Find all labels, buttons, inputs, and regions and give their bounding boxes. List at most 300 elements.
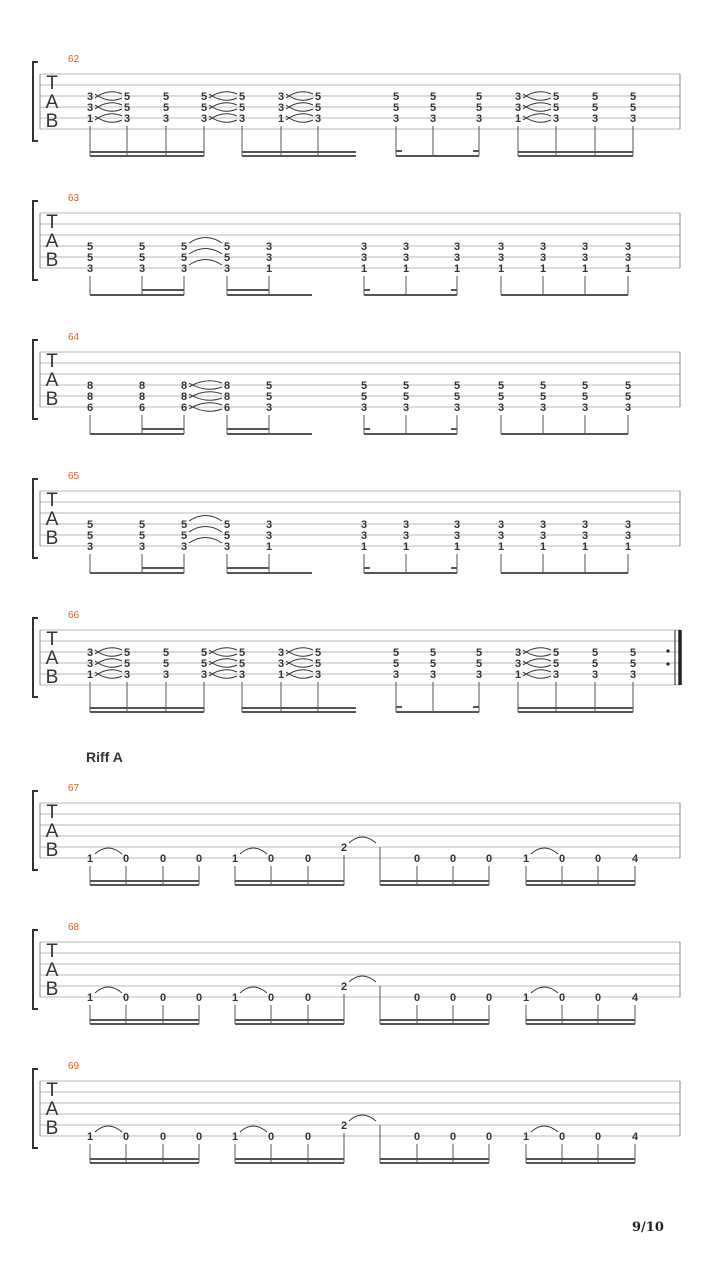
- fret-number: 5: [123, 647, 131, 659]
- system-bracket: [33, 62, 38, 141]
- fret-number: 5: [629, 647, 637, 659]
- fret-number: 3: [238, 113, 246, 125]
- system-bracket: [33, 479, 38, 558]
- tie-arc: [240, 1126, 267, 1132]
- fret-number: 0: [449, 1131, 457, 1143]
- fret-number: 4: [631, 853, 639, 865]
- staff-system-66: [33, 610, 680, 712]
- tie-arc: [349, 976, 376, 982]
- tie-arc: [95, 987, 122, 993]
- fret-number: 5: [314, 91, 322, 103]
- tab-clef-t: T: [46, 73, 58, 94]
- fret-number: 5: [223, 252, 231, 264]
- fret-number: 5: [123, 102, 131, 114]
- fret-number: 3: [180, 263, 188, 275]
- fret-number: 3: [277, 102, 285, 114]
- fret-number: 1: [453, 541, 461, 553]
- fret-number: 3: [392, 669, 400, 681]
- system-bracket: [33, 791, 38, 870]
- tab-clef-b: B: [45, 1118, 59, 1139]
- tie-arc: [349, 1115, 376, 1121]
- fret-number: 6: [86, 402, 94, 414]
- bar-number: 67: [68, 783, 80, 794]
- tie-arc: [189, 249, 222, 255]
- fret-number: 6: [138, 402, 146, 414]
- fret-number: 3: [223, 263, 231, 275]
- fret-number: 5: [138, 519, 146, 531]
- fret-number: 3: [86, 263, 94, 275]
- fret-number: 1: [231, 1131, 239, 1143]
- fret-number: 8: [223, 391, 231, 403]
- fret-number: 5: [86, 252, 94, 264]
- fret-number: 3: [138, 263, 146, 275]
- fret-number: 1: [522, 1131, 530, 1143]
- fret-number: 5: [238, 647, 246, 659]
- tab-clef-t: T: [46, 1080, 58, 1101]
- fret-number: 3: [402, 252, 410, 264]
- fret-number: 8: [180, 380, 188, 392]
- fret-number: 3: [360, 241, 368, 253]
- bar-number: 62: [68, 54, 80, 65]
- fret-number: 3: [539, 241, 547, 253]
- fret-number: 5: [180, 241, 188, 253]
- fret-number: 0: [195, 992, 203, 1004]
- fret-number: 6: [223, 402, 231, 414]
- fret-number: 3: [402, 530, 410, 542]
- fret-number: 3: [429, 113, 437, 125]
- tab-clef-b: B: [45, 389, 59, 410]
- bar-number: 69: [68, 1061, 80, 1072]
- fret-number: 1: [581, 263, 589, 275]
- fret-number: 0: [159, 992, 167, 1004]
- tab-clef-b: B: [45, 840, 59, 861]
- fret-number: 3: [200, 669, 208, 681]
- fret-number: 1: [86, 669, 94, 681]
- fret-number: 3: [552, 113, 560, 125]
- fret-number: 0: [413, 853, 421, 865]
- fret-number: 3: [624, 519, 632, 531]
- tab-clef-t: T: [46, 212, 58, 233]
- fret-number: 5: [624, 391, 632, 403]
- fret-number: 3: [392, 113, 400, 125]
- fret-number: 5: [581, 380, 589, 392]
- fret-number: 5: [429, 91, 437, 103]
- tie-arc: [240, 848, 267, 854]
- fret-number: 0: [267, 1131, 275, 1143]
- fret-number: 3: [514, 102, 522, 114]
- fret-number: 5: [429, 102, 437, 114]
- tab-clef-a: A: [45, 231, 59, 252]
- fret-number: 3: [591, 669, 599, 681]
- fret-number: 5: [475, 102, 483, 114]
- fret-number: 3: [514, 647, 522, 659]
- fret-number: 3: [277, 647, 285, 659]
- fret-number: 3: [265, 252, 273, 264]
- fret-number: 5: [138, 252, 146, 264]
- fret-number: 5: [539, 391, 547, 403]
- fret-number: 0: [195, 1131, 203, 1143]
- fret-number: 5: [591, 658, 599, 670]
- fret-number: 5: [539, 380, 547, 392]
- fret-number: 3: [200, 113, 208, 125]
- fret-number: 4: [631, 1131, 639, 1143]
- fret-number: 3: [123, 113, 131, 125]
- fret-number: 5: [200, 102, 208, 114]
- fret-number: 3: [402, 519, 410, 531]
- fret-number: 0: [594, 1131, 602, 1143]
- fret-number: 5: [180, 530, 188, 542]
- fret-number: 1: [277, 113, 285, 125]
- fret-number: 3: [86, 91, 94, 103]
- fret-number: 1: [86, 1131, 94, 1143]
- fret-number: 5: [591, 91, 599, 103]
- fret-number: 3: [539, 530, 547, 542]
- fret-number: 3: [497, 530, 505, 542]
- fret-number: 3: [453, 519, 461, 531]
- fret-number: 0: [159, 1131, 167, 1143]
- fret-number: 3: [162, 113, 170, 125]
- fret-number: 3: [86, 658, 94, 670]
- system-bracket: [33, 340, 38, 419]
- section-label: Riff A: [86, 749, 123, 765]
- fret-number: 5: [453, 391, 461, 403]
- fret-number: 3: [581, 241, 589, 253]
- bar-number: 68: [68, 922, 80, 933]
- fret-number: 0: [594, 992, 602, 1004]
- fret-number: 3: [265, 519, 273, 531]
- fret-number: 3: [86, 541, 94, 553]
- fret-number: 0: [485, 1131, 493, 1143]
- fret-number: 1: [231, 992, 239, 1004]
- fret-number: 5: [314, 647, 322, 659]
- fret-number: 1: [497, 541, 505, 553]
- tie-arc: [531, 1126, 558, 1132]
- fret-number: 3: [475, 113, 483, 125]
- fret-number: 5: [223, 241, 231, 253]
- fret-number: 5: [265, 391, 273, 403]
- tab-clef-a: A: [45, 1099, 59, 1120]
- fret-number: 5: [360, 391, 368, 403]
- fret-number: 8: [138, 391, 146, 403]
- tie-arc: [189, 538, 222, 544]
- fret-number: 3: [360, 519, 368, 531]
- fret-number: 0: [195, 853, 203, 865]
- bar-number: 64: [68, 332, 80, 343]
- fret-number: 5: [265, 380, 273, 392]
- fret-number: 5: [497, 391, 505, 403]
- fret-number: 5: [591, 647, 599, 659]
- fret-number: 2: [340, 842, 348, 854]
- staff-system-65: [33, 471, 680, 573]
- fret-number: 5: [497, 380, 505, 392]
- fret-number: 5: [162, 102, 170, 114]
- fret-number: 0: [304, 1131, 312, 1143]
- fret-number: 1: [360, 541, 368, 553]
- fret-number: 3: [624, 402, 632, 414]
- tie-arc: [95, 1126, 122, 1132]
- fret-number: 5: [200, 647, 208, 659]
- fret-number: 3: [162, 669, 170, 681]
- fret-number: 1: [265, 541, 273, 553]
- tab-clef-a: A: [45, 960, 59, 981]
- fret-number: 1: [624, 541, 632, 553]
- bar-number: 63: [68, 193, 80, 204]
- fret-number: 3: [277, 91, 285, 103]
- fret-number: 5: [123, 91, 131, 103]
- fret-number: 3: [539, 252, 547, 264]
- fret-number: 5: [552, 647, 560, 659]
- fret-number: 5: [123, 658, 131, 670]
- fret-number: 5: [392, 102, 400, 114]
- fret-number: 8: [86, 380, 94, 392]
- fret-number: 1: [402, 263, 410, 275]
- fret-number: 3: [86, 102, 94, 114]
- fret-number: 3: [591, 113, 599, 125]
- fret-number: 5: [392, 647, 400, 659]
- fret-number: 1: [360, 263, 368, 275]
- tab-clef-t: T: [46, 351, 58, 372]
- system-bracket: [33, 930, 38, 1009]
- fret-number: 1: [453, 263, 461, 275]
- tie-arc: [531, 848, 558, 854]
- staff-system-63: [33, 193, 680, 295]
- fret-number: 3: [265, 402, 273, 414]
- fret-number: 0: [304, 992, 312, 1004]
- tab-clef-t: T: [46, 941, 58, 962]
- staff-system-69: [33, 1061, 680, 1163]
- fret-number: 5: [238, 91, 246, 103]
- fret-number: 3: [453, 252, 461, 264]
- fret-number: 1: [624, 263, 632, 275]
- fret-number: 5: [453, 380, 461, 392]
- fret-number: 3: [552, 669, 560, 681]
- fret-number: 3: [453, 530, 461, 542]
- fret-number: 3: [360, 530, 368, 542]
- tie-arc: [349, 837, 376, 843]
- fret-number: 0: [558, 992, 566, 1004]
- fret-number: 5: [200, 91, 208, 103]
- fret-number: 5: [429, 658, 437, 670]
- fret-number: 0: [267, 853, 275, 865]
- fret-number: 3: [629, 113, 637, 125]
- fret-number: 3: [86, 647, 94, 659]
- fret-number: 5: [629, 658, 637, 670]
- tab-clef-a: A: [45, 509, 59, 530]
- system-bracket: [33, 618, 38, 697]
- fret-number: 0: [304, 853, 312, 865]
- fret-number: 5: [314, 658, 322, 670]
- fret-number: 3: [624, 252, 632, 264]
- fret-number: 3: [514, 658, 522, 670]
- fret-number: 5: [552, 102, 560, 114]
- fret-number: 5: [238, 658, 246, 670]
- fret-number: 0: [122, 1131, 130, 1143]
- repeat-dot: [666, 649, 669, 652]
- tab-clef-b: B: [45, 528, 59, 549]
- fret-number: 3: [475, 669, 483, 681]
- fret-number: 3: [539, 519, 547, 531]
- fret-number: 3: [497, 252, 505, 264]
- fret-number: 0: [159, 853, 167, 865]
- tab-clef-t: T: [46, 629, 58, 650]
- fret-number: 0: [485, 853, 493, 865]
- tab-clef-a: A: [45, 92, 59, 113]
- fret-number: 3: [539, 402, 547, 414]
- fret-number: 1: [402, 541, 410, 553]
- fret-number: 6: [180, 402, 188, 414]
- fret-number: 0: [558, 853, 566, 865]
- tab-clef-b: B: [45, 111, 59, 132]
- fret-number: 5: [392, 658, 400, 670]
- tie-arc: [189, 516, 222, 522]
- fret-number: 0: [485, 992, 493, 1004]
- fret-number: 5: [402, 391, 410, 403]
- fret-number: 1: [86, 853, 94, 865]
- fret-number: 8: [86, 391, 94, 403]
- fret-number: 0: [267, 992, 275, 1004]
- fret-number: 5: [360, 380, 368, 392]
- fret-number: 3: [402, 402, 410, 414]
- tie-arc: [189, 260, 222, 266]
- tab-clef-b: B: [45, 250, 59, 271]
- fret-number: 3: [402, 241, 410, 253]
- fret-number: 1: [581, 541, 589, 553]
- fret-number: 3: [277, 658, 285, 670]
- bar-number: 65: [68, 471, 80, 482]
- fret-number: 3: [265, 241, 273, 253]
- tab-clef-a: A: [45, 648, 59, 669]
- tie-arc: [531, 987, 558, 993]
- fret-number: 1: [86, 992, 94, 1004]
- fret-number: 0: [413, 1131, 421, 1143]
- fret-number: 1: [514, 669, 522, 681]
- fret-number: 0: [122, 992, 130, 1004]
- fret-number: 5: [624, 380, 632, 392]
- fret-number: 5: [552, 658, 560, 670]
- fret-number: 5: [162, 91, 170, 103]
- page-number: 9/10: [632, 1220, 664, 1235]
- system-bracket: [33, 201, 38, 280]
- fret-number: 3: [314, 669, 322, 681]
- fret-number: 3: [360, 402, 368, 414]
- fret-number: 3: [514, 91, 522, 103]
- fret-number: 3: [223, 541, 231, 553]
- staff-system-68: [33, 922, 680, 1024]
- fret-number: 5: [238, 102, 246, 114]
- fret-number: 3: [497, 241, 505, 253]
- tie-arc: [189, 238, 222, 244]
- tie-arc: [95, 848, 122, 854]
- fret-number: 1: [522, 992, 530, 1004]
- fret-number: 1: [86, 113, 94, 125]
- fret-number: 3: [453, 402, 461, 414]
- fret-number: 3: [180, 541, 188, 553]
- fret-number: 3: [581, 252, 589, 264]
- tab-clef-t: T: [46, 490, 58, 511]
- fret-number: 5: [475, 91, 483, 103]
- fret-number: 5: [86, 530, 94, 542]
- fret-number: 5: [180, 252, 188, 264]
- fret-number: 3: [581, 530, 589, 542]
- repeat-dot: [666, 662, 669, 665]
- tie-arc: [240, 987, 267, 993]
- fret-number: 4: [631, 992, 639, 1004]
- fret-number: 5: [591, 102, 599, 114]
- fret-number: 5: [223, 519, 231, 531]
- tab-clef-a: A: [45, 370, 59, 391]
- fret-number: 5: [402, 380, 410, 392]
- fret-number: 8: [180, 391, 188, 403]
- fret-number: 1: [231, 853, 239, 865]
- fret-number: 5: [162, 647, 170, 659]
- fret-number: 2: [340, 1120, 348, 1132]
- fret-number: 3: [581, 402, 589, 414]
- fret-number: 0: [594, 853, 602, 865]
- fret-number: 5: [392, 91, 400, 103]
- fret-number: 3: [629, 669, 637, 681]
- tab-clef-a: A: [45, 821, 59, 842]
- fret-number: 3: [497, 519, 505, 531]
- fret-number: 3: [314, 113, 322, 125]
- fret-number: 5: [223, 530, 231, 542]
- fret-number: 3: [624, 241, 632, 253]
- fret-number: 1: [539, 541, 547, 553]
- fret-number: 0: [449, 992, 457, 1004]
- fret-number: 5: [314, 102, 322, 114]
- tab-clef-b: B: [45, 667, 59, 688]
- fret-number: 1: [539, 263, 547, 275]
- fret-number: 3: [238, 669, 246, 681]
- fret-number: 5: [475, 647, 483, 659]
- fret-number: 3: [265, 530, 273, 542]
- fret-number: 3: [581, 519, 589, 531]
- fret-number: 5: [162, 658, 170, 670]
- fret-number: 0: [413, 992, 421, 1004]
- tab-clef-b: B: [45, 979, 59, 1000]
- fret-number: 5: [86, 519, 94, 531]
- fret-number: 5: [475, 658, 483, 670]
- fret-number: 8: [138, 380, 146, 392]
- fret-number: 5: [138, 241, 146, 253]
- fret-number: 5: [200, 658, 208, 670]
- fret-number: 5: [86, 241, 94, 253]
- fret-number: 5: [138, 530, 146, 542]
- fret-number: 1: [497, 263, 505, 275]
- system-bracket: [33, 1069, 38, 1148]
- fret-number: 3: [624, 530, 632, 542]
- fret-number: 5: [552, 91, 560, 103]
- fret-number: 3: [360, 252, 368, 264]
- tab-clef-t: T: [46, 802, 58, 823]
- fret-number: 1: [277, 669, 285, 681]
- fret-number: 3: [429, 669, 437, 681]
- fret-number: 5: [629, 102, 637, 114]
- tie-arc: [189, 527, 222, 533]
- fret-number: 2: [340, 981, 348, 993]
- fret-number: 5: [429, 647, 437, 659]
- fret-number: 3: [123, 669, 131, 681]
- fret-number: 1: [522, 853, 530, 865]
- fret-number: 5: [180, 519, 188, 531]
- fret-number: 3: [497, 402, 505, 414]
- fret-number: 5: [581, 391, 589, 403]
- staff-system-62: [33, 54, 680, 156]
- fret-number: 0: [558, 1131, 566, 1143]
- fret-number: 0: [122, 853, 130, 865]
- fret-number: 3: [138, 541, 146, 553]
- fret-number: 8: [223, 380, 231, 392]
- staff-system-67: [33, 783, 680, 885]
